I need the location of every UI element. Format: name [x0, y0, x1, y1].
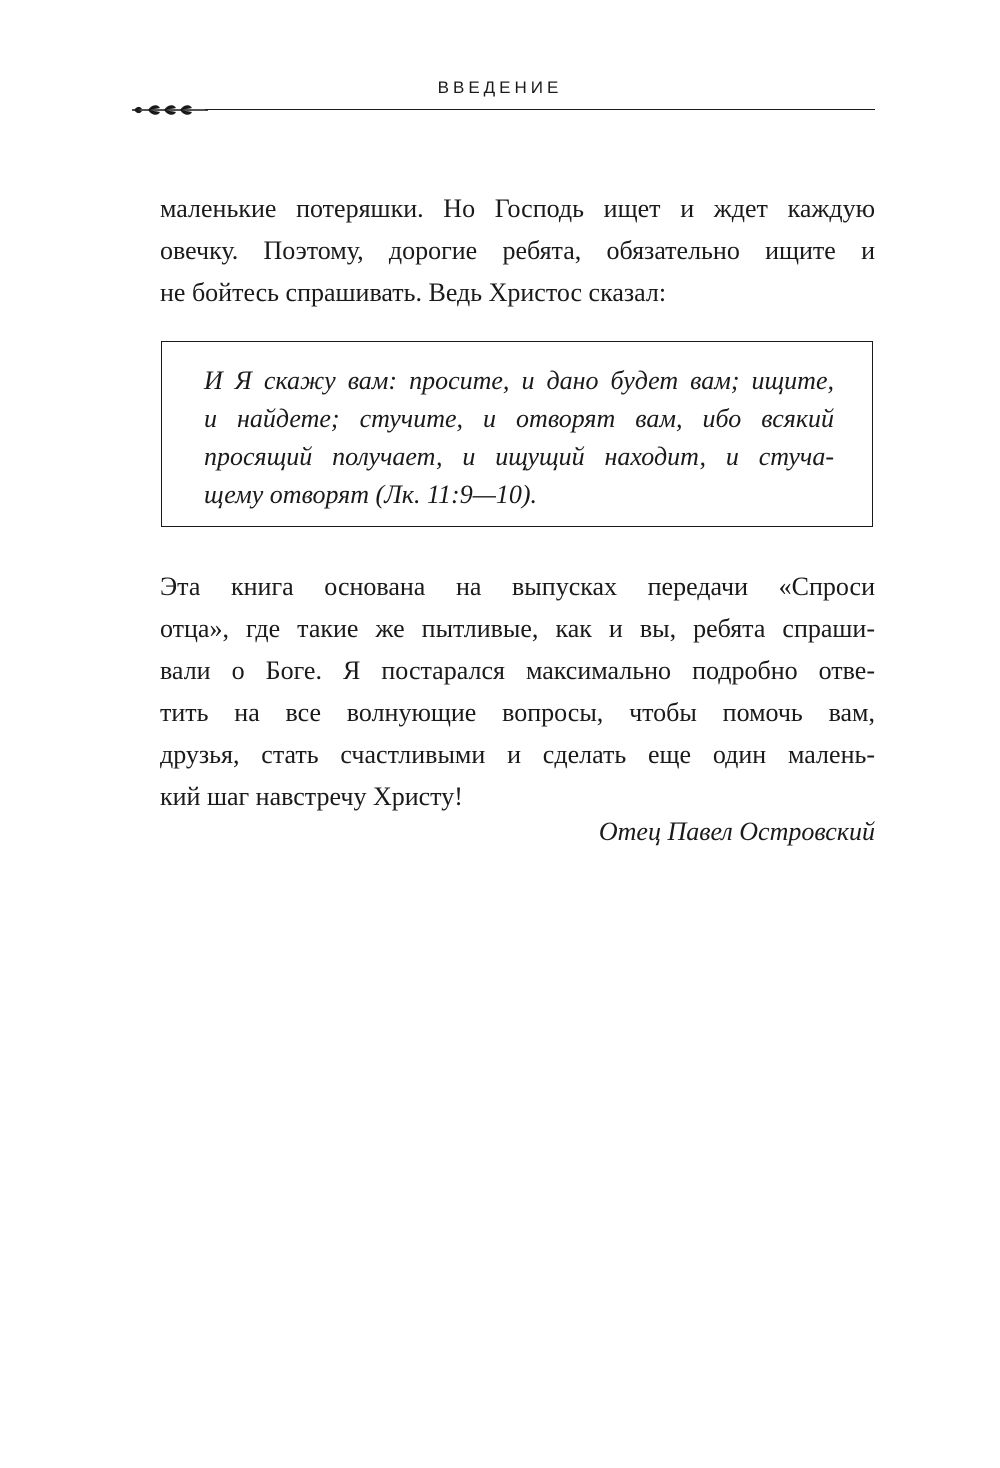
quote-line: И Я скажу вам: просите, и дано будет вам; ищите, — [204, 366, 834, 395]
book-description-paragraph — [160, 566, 875, 818]
intro-paragraph — [160, 188, 875, 314]
scripture-quote-box — [161, 341, 873, 527]
paragraph-line: овечку. Поэтому, дорогие ребята, обязательно ищите и — [160, 236, 875, 265]
paragraph-line: тить на все волнующие вопросы, чтобы помочь вам, — [160, 698, 875, 727]
paragraph-line: друзья, стать счастливыми и сделать еще один малень- — [160, 740, 875, 769]
paragraph-line: кий шаг навстречу Христу! — [160, 782, 463, 811]
paragraph-line: отца», где такие же пытливые, как и вы, ребята спраши- — [160, 614, 875, 643]
paragraph-line: маленькие потеряшки. Но Господь ищет и ждет каждую — [160, 194, 875, 223]
sprig-ornament-icon — [130, 100, 210, 120]
paragraph-line: вали о Боге. Я постарался максимально подробно отве- — [160, 656, 875, 685]
quote-line: и найдете; стучите, и отворят вам, ибо всякий — [204, 404, 834, 433]
quote-line: просящий получает, и ищущий находит, и стуча- — [204, 442, 834, 471]
header-divider — [205, 109, 875, 110]
author-signature: Отец Павел Островский — [598, 817, 875, 846]
running-header-title: ВВЕДЕНИЕ — [437, 78, 563, 97]
scripture-quote-text — [204, 362, 834, 514]
quote-line: щему отворят (Лк. 11:9—10). — [204, 480, 537, 509]
paragraph-line: не бойтесь спрашивать. Ведь Христос сказал: — [160, 278, 667, 307]
paragraph-line: Эта книга основана на выпусках передачи «Спроси — [160, 572, 875, 601]
